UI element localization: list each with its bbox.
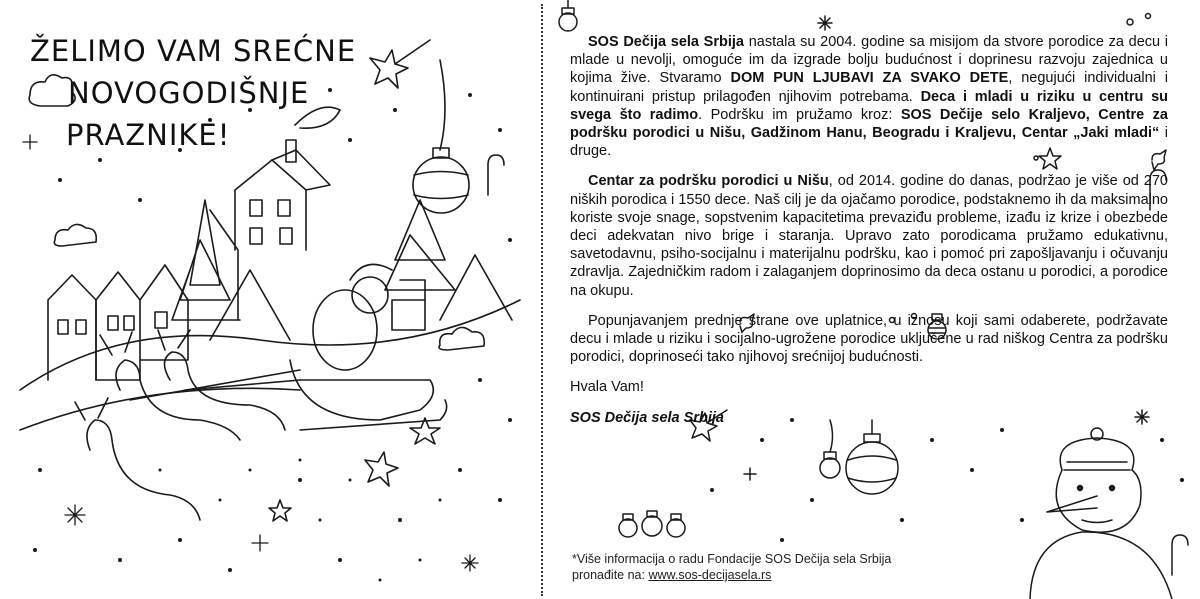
support-paragraph: Popunjavanjem prednje strane ove uplatnice, u iznosu koji sami odaberete, podržavate decu i mlade u riziku i socijalno-ugrožene porodice uključene u rad niškog Centra za podršku porodici, doprinoseći tako njihovoj srećnijoj budućnosti. <box>570 312 1168 366</box>
info-text <box>570 33 1168 439</box>
snow-dot <box>1127 19 1133 25</box>
intro-emphasis-2: Deca i mladi u riziku u centru su svega što radimo <box>570 88 1169 123</box>
footnote-line-2 <box>572 567 1052 583</box>
intro-text-2: , negujući individualni i kontinuirani pristup prilagođen njihovim potrebama. <box>570 70 1169 105</box>
houses-icon <box>48 200 238 380</box>
intro-emphasis-3: SOS Dečije selo Kraljevo, Centre za podršku porodici u Nišu, Gadžinom Hanu, Beogradu i Kraljevu, Centar „Jaki mladi“ <box>570 106 1169 142</box>
greeting-line-2: NOVOGODIŠNJE <box>68 76 310 110</box>
christmas-bauble-row-icon <box>619 511 685 537</box>
thanks-text: Hvala Vam! <box>570 379 644 396</box>
center-text: , od 2014. godine do danas, podržao je više od 270 niških porodica i 1550 dece. Naš cilj je da ojačamo porodice, podstaknemo ih da maksimalno koriste svoje snage, sopstvenim kapacitetima prevaziđu probleme, izađu iz krize i obezbede deci adekvatan nivo brige i staranja. Upravo zato porodicama pružamo edukativnu, savetodavnu, psiho-socijalnu i materijalnu podršku, kao i pomoć pri zapošljavanju i očuvanju zdravlja. Zajedničkim radom i zalaganjem doprinosimo da deca ostanu u porodici, a porodice na okupu. <box>570 173 1168 299</box>
website-link[interactable]: www.sos-decijasela.rs <box>648 568 772 582</box>
footnote-prefix: pronađite na: <box>572 568 649 582</box>
signature: SOS Dečija sela Srbija <box>570 409 724 426</box>
intro-emphasis-1: DOM PUN LJUBAVI ZA SVAKO DETE <box>730 70 1009 87</box>
center-paragraph <box>570 172 1168 299</box>
footnote <box>572 551 1052 583</box>
org-name: SOS Dečija sela Srbija <box>588 34 744 50</box>
snow-hill-icon <box>20 300 520 390</box>
greeting-line-3: PRAZNIKE! <box>66 118 231 152</box>
perforation-divider <box>541 4 543 596</box>
cloud-icon <box>54 224 96 246</box>
mountain-icon <box>440 255 512 320</box>
greeting-line-1: ŽELIMO VAM SREĆNE <box>30 34 357 68</box>
center-name: Centar za podršku porodici u Nišu <box>588 173 829 190</box>
tree-icon <box>172 240 240 320</box>
christmas-bauble-icon <box>559 0 577 31</box>
intro-text-4: i druge. <box>570 125 1168 160</box>
mountain-icon <box>210 270 290 340</box>
candy-cane-icon <box>488 155 504 195</box>
intro-paragraph <box>570 33 1168 160</box>
shooting-star-icon <box>365 452 398 486</box>
snowflake-icon <box>818 16 832 30</box>
intro-text-1: nastala su 2004. godine sa misijom da stvore porodice za decu i mlade u nevolji, omoguće im da izgrade bolju budućnost i doprinesu razvoju zajednica u kojima žive. Stvaramo <box>570 34 1169 87</box>
info-panel <box>552 0 1200 599</box>
candy-cane-icon <box>1172 535 1188 575</box>
star-icon <box>269 500 291 521</box>
snowflake-icon <box>744 468 756 480</box>
cloud-icon <box>439 327 484 350</box>
greeting-panel <box>0 0 540 599</box>
snow-dot <box>1146 14 1151 19</box>
footnote-line-1: *Više informacija o radu Fondacije SOS Dečija sela Srbija <box>572 552 892 566</box>
christmas-bauble-icon <box>413 60 469 213</box>
greeting-title <box>30 30 390 156</box>
intro-text-3: . Podršku im pružamo kroz: <box>698 106 901 123</box>
